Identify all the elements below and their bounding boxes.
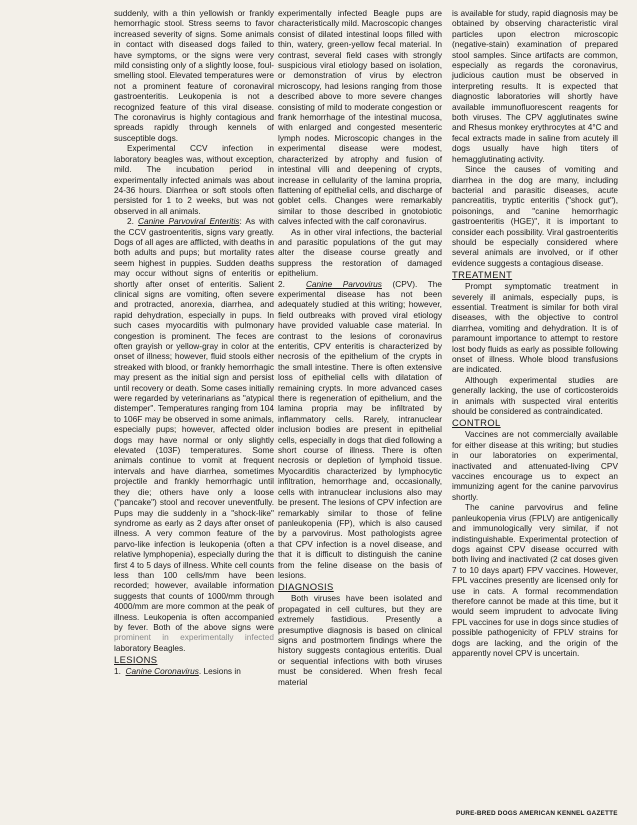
paragraph: Experimental CCV infection in laboratory beagles was, without exception, mild. The incubation period in experimentally infected animals was about 24-36 hours. Diarrhea or soft stools often persisted for 1 to 2 weeks, but was not observed in all animals. [114,143,274,216]
paragraph-text: laboratory Beagles. [114,642,186,653]
section-heading-diagnosis: DIAGNOSIS [278,581,334,593]
subsection-title: Canine Parvoviral Enteritis [138,216,240,227]
paragraph: experimentally infected Beagle pups are characteristically mild. Macroscopic changes consist of dilated intestinal loops filled with thin, watery, green-yellow fecal material. In contrast, several field cases with strongly suspicious viral etiology based on isolation, or demonstration of virus by electron microscopy, had lesions ranging from those described above to more severe changes consisting of mild to moderate congestion or frank hemorrhage of the intestinal mucosa, with enlarged and congested mesenteric lymph nodes. Microscopic changes in the experimental disease were modest, characterized by atrophy and fusion of intestinal villi and deepening of crypts, increase in cellularity of the lamina propria, flattening of epithelial cells, and discharge of goblet cells. Changes were remarkably similar to those described in gnotobiotic calves infected with the calf coronavirus. [278,8,442,227]
paragraph: suddenly, with a thin yellowish or frankly hemorrhagic stool. Stress seems to favor increased severity of signs. Some animals in contact with diseased dogs failed to have symptoms, or the signs were very mild consisting only of a slightly loose, foul-smelling stool. Elevated temperatures were not a prominent feature of coronaviral gastroenteritis. Leukopenia is not a recognized feature of this viral disease. The coronavirus is highly contagious and spreads rapidly through kennels of susceptible dogs. [114,8,274,143]
paragraph [114,666,274,676]
subsection-title: Canine Coronavirus [125,666,199,677]
paragraph: Both viruses have been isolated and propagated in cell cultures, but they are extremely fastidious. Presently a presumptive diagnosis is based on clinical signs and postmortem findings where the history suggests contagious enteritis. Dual or sequential infections with both viruses must be considered. When fresh fecal material [278,593,442,687]
paragraph: is available for study, rapid diagnosis may be obtained by observing characteristic viral particles upon electron microscopic (negative-stain) examination of prepared stool samples. Since artifacts are common, especially as regards the coronavirus, judicious caution must be observed in interpreting results. It is expected that diagnostic laboratories will shortly have available immunofluorescent reagents for both viruses. The CPV agglutinates swine and Rhesus monkey erythrocytes at 4°C and fecal extracts made in saline from acutely ill dogs usually have high titers of hemagglutinating activity. [452,8,618,164]
paragraph-text: (CPV). The experimental disease has not been adequately studied at this writing; however, field outbreaks with proved viral etiology have provided valuable case material. In contrast to the lesions of coronavirus enteritis, CPV enteritis is characterized by necrosis of the epithelium of the crypts in the small intestine. There is often extensive loss of epithelial cells with dilatation of remaining crypts. In more advanced cases there is regeneration of epithelium, and the lamina propria may be infiltrated by inflammatory cells. Rarely, intranuclear inclusion bodies are present in epithelial cells, especially in dogs that died following a short course of illness. There is often necrosis or depletion of lymphoid tissue. Myocarditis characterized by lymphocytic infiltration, hemorrhage and, occasionally, cells with intranuclear inclusions also may be present. The lesions of CPV infection are remarkably similar to those of feline panleukopenia (FP), which is also caused by a parvovirus. Most pathologists agree that CPV infection is a novel disease, and that it is difficult to distinguish the canine from the feline disease on the basis of lesions. [278,278,442,580]
paragraph: The canine parvovirus and feline panleukopenia virus (FPLV) are antigenically and immunologically very similar, if not indistinguishable. Experimental protection of dogs against CPV disease occurred with both living and inactivated (2 cat doses given 7 to 10 days apart) FPV vaccines. However, FPL vaccines presently are licensed only for use in cats. A formal recommendation therefore cannot be made at this time, but it would seem imprudent to advocate living FPL vaccines for use in dogs since studies of possible pathogenicity of FPLV strains for dogs are lacking, and the origin of the apparently novel CPV is uncertain. [452,502,618,658]
section-heading-control: CONTROL [452,417,501,429]
faint-text: prominent in experimentally infected [114,632,274,643]
section-heading-lesions: LESIONS [114,654,158,666]
item-number: 2. [127,216,134,227]
subsection-title: Canine Parvovirus [305,278,382,289]
paragraph: Vaccines are not commercially available for either disease at this writing; but studies in our laboratories on experimental, inactivated and attenuated-living CPV vaccines encourage us to expect an immunizing agent for the canine parvovirus shortly. [452,429,618,502]
column-2 [278,8,442,687]
item-number: 2. [278,278,285,289]
paragraph: As in other viral infections, the bacterial and parasitic populations of the gut may alter the disease course greatly and suppress the restoration of damaged epithelium. [278,226,442,279]
paragraph: Since the causes of vomiting and diarrhea in the dog are many, including bacterial and parasitic diseases, acute pancreatitis, tryptic enteritis ("shock gut"), poisonings, and "canine hemorrhagic gastroenteritis (HGE)", it is important to consider each possibility. Viral gastroenteritis should be especially considered where several animals are involved, or if other evidence suggests a contagious disease. [452,164,618,268]
column-3 [452,8,618,658]
paragraph: Although experimental studies are generally lacking, the use of corticosteroids in animals with suspected viral enteritis should be considered as contraindicated. [452,374,618,417]
paragraph-text: . Lesions in [198,666,241,677]
column-1 [114,8,274,677]
paragraph: Prompt symptomatic treatment in severely ill animals, especially pups, is essential. Treatment is similar for both viral diseases, with the objective to control diarrhea, vomiting and dehydration. It is of paramount importance to attempt to restore lost body fluids as early as possible following onset of illness. Whole blood transfusions are indicated. [452,281,618,375]
paragraph-text: : As with the CCV gastroenteritis, signs vary greatly. Dogs of all ages are afflicted, with deaths in both adults and pups; but mortality rates seem highest in puppies. Sudden deaths may occur without signs of enteritis or shortly after onset of enteritis. Salient clinical signs are vomiting, often severe and protracted, anorexia, diarrhea, and rapid dehydration, especially in pups. In such cases myocarditis with pulmonary congestion is prominent. The feces are often grayish or yellow-gray in color at the onset of illness; however, fluid stools either streaked with blood, or frankly hemorrhagic may present as the initial sign and persist until recovery or death. Some cases initially were regarded by veterinarians as "atypical distemper". Temperatures ranging from 104 to 106F may be observed in some animals, especially pups; however, affected older dogs may have normal or only slightly elevated (103F) temperatures. Some animals continue to vomit at frequent intervals and have diarrhea, sometimes projectile and frankly hemorrhagic until they die; others have only a loose ("pancake") stool and recover uneventfully. Pups may die suddenly in a "shock-like" syndrome as early as 2 days after onset of illness. A very common feature of the parvo-like infection is leukopenia (often a relative lymphopenia), especially during the first 4 to 5 days of illness. White cell counts less than 100 cells/mm have been recorded; however, available information suggests that counts of 1000/mm through 4000/mm are more common at the peak of illness. Leukopenia is often accompanied by fever. Both of the above signs were [114,216,274,632]
item-number: 1. [114,666,121,677]
section-heading-treatment: TREATMENT [452,269,513,281]
paragraph [114,216,274,653]
page-footer: PURE-BRED DOGS AMERICAN KENNEL GAZETTE [456,810,618,817]
paragraph [278,279,442,581]
